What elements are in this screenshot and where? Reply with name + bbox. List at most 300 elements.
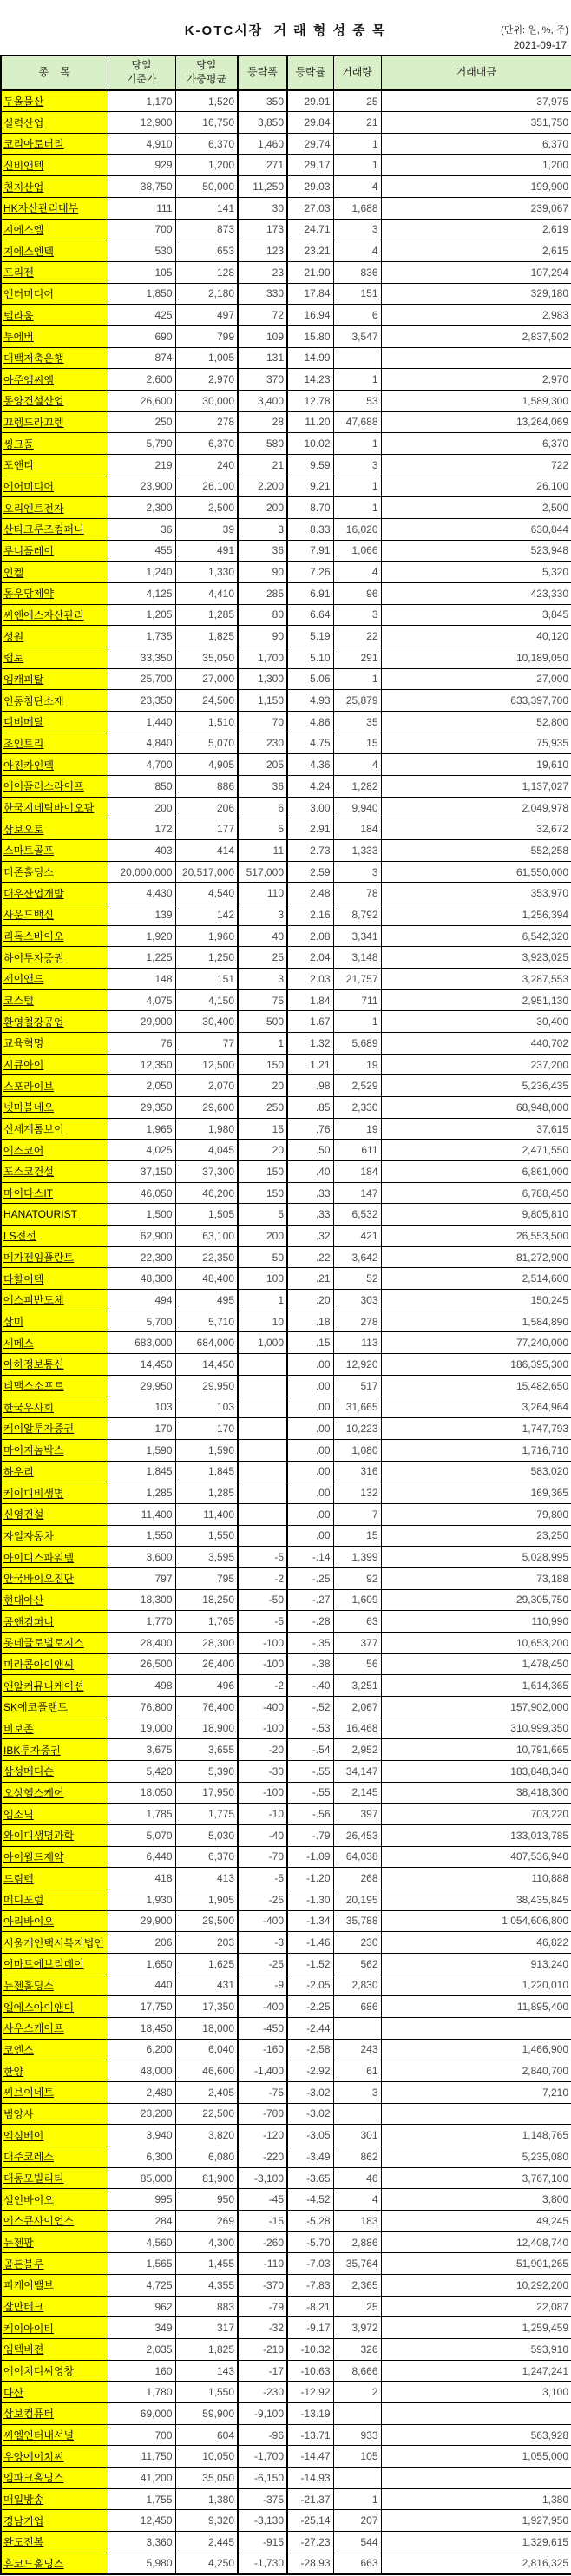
value-cell: 423,330 xyxy=(381,582,571,604)
stock-name-cell[interactable]: 두올물산 xyxy=(1,90,108,112)
stock-name-cell[interactable]: 오상헬스케어 xyxy=(1,1782,108,1804)
base-price-cell: 14,450 xyxy=(108,1354,175,1376)
change-cell: 30 xyxy=(238,197,287,219)
stock-name-cell[interactable]: 대동모빌리티 xyxy=(1,2167,108,2189)
change-cell: 1 xyxy=(238,1290,287,1311)
volume-cell: 1,609 xyxy=(333,1589,381,1611)
change-cell: -6,150 xyxy=(238,2468,287,2489)
stock-name-cell[interactable]: 와이디생명과학 xyxy=(1,1824,108,1846)
table-row xyxy=(1,1525,571,1547)
stock-name-cell[interactable]: 신영건설 xyxy=(1,1503,108,1525)
stock-name-cell[interactable]: 한국지네틱바이오팜 xyxy=(1,797,108,818)
table-row xyxy=(1,433,571,455)
stock-name-cell[interactable]: 에이치디씨영창 xyxy=(1,2360,108,2382)
stock-name-cell[interactable]: 아리바이오 xyxy=(1,1910,108,1932)
base-price-cell: 683,000 xyxy=(108,1332,175,1354)
stock-name-cell[interactable]: 완도전복 xyxy=(1,2532,108,2553)
stock-name-cell[interactable]: 코엔스 xyxy=(1,2039,108,2060)
stock-name-cell[interactable]: 엠소닉 xyxy=(1,1804,108,1825)
stock-name-cell[interactable]: 엠파크홀딩스 xyxy=(1,2468,108,2489)
change-cell: -400 xyxy=(238,1696,287,1718)
change-rate-cell: -3.65 xyxy=(287,2167,333,2189)
value-cell: 13,264,069 xyxy=(381,411,571,433)
stock-name-cell[interactable]: 범양사 xyxy=(1,2103,108,2125)
base-price-cell: 76,800 xyxy=(108,1696,175,1718)
stock-name-cell[interactable]: 더존홀딩스 xyxy=(1,861,108,883)
stock-name-cell[interactable]: 에스피반도체 xyxy=(1,1290,108,1311)
change-cell: 250 xyxy=(238,1097,287,1119)
weighted-avg-cell: 2,445 xyxy=(175,2532,238,2553)
change-cell: -370 xyxy=(238,2275,287,2297)
stock-name-cell[interactable]: 디비메탈 xyxy=(1,711,108,733)
change-rate-cell: 16.94 xyxy=(287,305,333,326)
stock-name-cell[interactable]: 천지산업 xyxy=(1,176,108,198)
table-row xyxy=(1,283,571,305)
volume-cell: 22 xyxy=(333,626,381,647)
table-row xyxy=(1,369,571,391)
change-cell xyxy=(238,1439,287,1461)
table-row xyxy=(1,2339,571,2361)
table-row xyxy=(1,112,571,134)
change-cell: -220 xyxy=(238,2146,287,2168)
stock-name-cell[interactable]: 메가젠임플란트 xyxy=(1,1246,108,1268)
stock-name-cell[interactable]: 넷마블네오 xyxy=(1,1097,108,1119)
volume-cell xyxy=(333,2017,381,2039)
change-rate-cell: 7.91 xyxy=(287,540,333,562)
change-rate-cell: 29.74 xyxy=(287,133,333,154)
base-price-cell: 20,000,000 xyxy=(108,861,175,883)
stock-name-cell[interactable]: 시큐아이 xyxy=(1,1054,108,1075)
value-cell: 1,247,241 xyxy=(381,2360,571,2382)
change-cell: -110 xyxy=(238,2253,287,2275)
value-cell: 913,240 xyxy=(381,1953,571,1975)
stock-name-cell[interactable]: 삼보컴퓨터 xyxy=(1,2403,108,2425)
stock-name-cell[interactable]: 에이플러스라이프 xyxy=(1,776,108,798)
stock-name-cell[interactable]: 곰앤컴퍼니 xyxy=(1,1611,108,1633)
stock-name-cell[interactable]: 아이디스파워텔 xyxy=(1,1547,108,1568)
stock-name-cell[interactable]: 삼성메디슨 xyxy=(1,1760,108,1782)
change-cell: -45 xyxy=(238,2189,287,2211)
stock-name-cell[interactable]: 성원 xyxy=(1,626,108,647)
change-rate-cell: -1.52 xyxy=(287,1953,333,1975)
value-cell: 3,845 xyxy=(381,604,571,626)
weighted-avg-cell: 81,900 xyxy=(175,2167,238,2189)
weighted-avg-cell: 46,200 xyxy=(175,1182,238,1204)
base-price-cell: 139 xyxy=(108,904,175,926)
change-cell: -100 xyxy=(238,1782,287,1804)
value-cell: 1,220,010 xyxy=(381,1975,571,1996)
stock-name-cell[interactable]: 씽크풀 xyxy=(1,433,108,455)
weighted-avg-cell: 278 xyxy=(175,411,238,433)
stock-name-cell[interactable]: 랩토 xyxy=(1,647,108,668)
stock-name-cell[interactable]: 씨엘인터내셔널 xyxy=(1,2424,108,2446)
weighted-avg-cell: 3,655 xyxy=(175,1739,238,1761)
stock-name-cell[interactable]: 엠캐피탈 xyxy=(1,668,108,690)
stock-name-cell[interactable]: 미라콤아이앤씨 xyxy=(1,1653,108,1675)
stock-name-cell[interactable]: 엘에스아이앤디 xyxy=(1,1996,108,2018)
stock-name-cell[interactable]: 지에스엘 xyxy=(1,219,108,240)
stock-name-cell[interactable]: 투에버 xyxy=(1,325,108,347)
stock-name-cell[interactable]: 마이다스IT xyxy=(1,1182,108,1204)
stock-name-cell[interactable]: 자일자동차 xyxy=(1,1525,108,1547)
stock-name-cell[interactable]: 씨앤에스자산관리 xyxy=(1,604,108,626)
value-cell: 157,902,000 xyxy=(381,1696,571,1718)
change-rate-cell: .00 xyxy=(287,1396,333,1418)
stock-name-cell[interactable]: 앤알커뮤니케이션 xyxy=(1,1675,108,1697)
table-row xyxy=(1,2103,571,2125)
change-rate-cell: -.55 xyxy=(287,1782,333,1804)
volume-cell: 3,642 xyxy=(333,1246,381,1268)
stock-name-cell[interactable]: 아진카인텍 xyxy=(1,754,108,776)
weighted-avg-cell: 4,250 xyxy=(175,2553,238,2574)
table-row xyxy=(1,904,571,926)
stock-name-cell[interactable]: 대우산업개발 xyxy=(1,883,108,904)
stock-name-cell[interactable]: 안국바이오진단 xyxy=(1,1567,108,1589)
volume-cell: 243 xyxy=(333,2039,381,2060)
value-cell: 1,584,890 xyxy=(381,1311,571,1332)
table-row xyxy=(1,861,571,883)
weighted-avg-cell: 20,517,000 xyxy=(175,861,238,883)
stock-name-cell[interactable]: IBK투자증권 xyxy=(1,1739,108,1761)
table-row xyxy=(1,562,571,583)
weighted-avg-cell: 143 xyxy=(175,2360,238,2382)
stock-name-cell[interactable]: HK자산관리대부 xyxy=(1,197,108,219)
weighted-avg-cell: 413 xyxy=(175,1868,238,1889)
stock-name-cell[interactable]: 셀인바이오 xyxy=(1,2189,108,2211)
stock-name-cell[interactable]: 에스코어 xyxy=(1,1140,108,1161)
value-cell: 703,220 xyxy=(381,1804,571,1825)
stock-name-cell[interactable]: 동우당제약 xyxy=(1,582,108,604)
value-cell: 51,901,265 xyxy=(381,2253,571,2275)
change-rate-cell: -3.49 xyxy=(287,2146,333,2168)
change-rate-cell: 4.24 xyxy=(287,776,333,798)
change-rate-cell: -5.70 xyxy=(287,2231,333,2253)
value-cell: 1,148,765 xyxy=(381,2125,571,2146)
stock-name-cell[interactable]: 한양 xyxy=(1,2060,108,2082)
stock-name-cell[interactable]: 교육혁명 xyxy=(1,1033,108,1055)
stock-name-cell[interactable]: 현대아산 xyxy=(1,1589,108,1611)
value-cell: 3,264,964 xyxy=(381,1396,571,1418)
base-price-cell: 1,500 xyxy=(108,1204,175,1226)
change-rate-cell: -.35 xyxy=(287,1632,333,1653)
stock-name-cell[interactable]: 한국우사회 xyxy=(1,1396,108,1418)
stock-name-cell[interactable]: 에스큐사이언스 xyxy=(1,2211,108,2232)
change-cell: -100 xyxy=(238,1632,287,1653)
base-price-cell: 3,940 xyxy=(108,2125,175,2146)
table-row xyxy=(1,1482,571,1504)
base-price-cell: 1,780 xyxy=(108,2382,175,2403)
stock-name-cell[interactable]: 제이앤드 xyxy=(1,969,108,990)
weighted-avg-cell: 497 xyxy=(175,305,238,326)
value-cell: 61,550,000 xyxy=(381,861,571,883)
volume-cell: 78 xyxy=(333,883,381,904)
value-cell: 29,305,750 xyxy=(381,1589,571,1611)
volume-cell: 1,066 xyxy=(333,540,381,562)
table-row xyxy=(1,1140,571,1161)
change-cell: 1,300 xyxy=(238,668,287,690)
stock-name-cell[interactable]: 인켈 xyxy=(1,562,108,583)
volume-cell: 3,251 xyxy=(333,1675,381,1697)
value-cell: 1,466,900 xyxy=(381,2039,571,2060)
stock-name-cell[interactable]: 대주코레스 xyxy=(1,2146,108,2168)
base-price-cell: 1,755 xyxy=(108,2488,175,2510)
stock-name-cell[interactable]: 하우리 xyxy=(1,1461,108,1482)
change-rate-cell: .00 xyxy=(287,1525,333,1547)
base-price-cell: 3,360 xyxy=(108,2532,175,2553)
volume-cell: 1 xyxy=(333,2488,381,2510)
weighted-avg-cell: 1,505 xyxy=(175,1204,238,1226)
change-cell: 80 xyxy=(238,604,287,626)
table-row xyxy=(1,1161,571,1183)
value-cell: 2,619 xyxy=(381,219,571,240)
volume-cell: 7 xyxy=(333,1503,381,1525)
weighted-avg-cell: 30,400 xyxy=(175,1011,238,1033)
base-price-cell: 4,910 xyxy=(108,133,175,154)
change-cell: -75 xyxy=(238,2081,287,2103)
weighted-avg-cell: 653 xyxy=(175,240,238,262)
change-cell: -25 xyxy=(238,1889,287,1910)
table-row xyxy=(1,776,571,798)
change-cell: 70 xyxy=(238,711,287,733)
stock-name-cell[interactable]: 끄렘드라끄렘 xyxy=(1,411,108,433)
stock-name-cell[interactable]: 아주엠씨엠 xyxy=(1,369,108,391)
change-cell: 3 xyxy=(238,518,287,540)
base-price-cell: 349 xyxy=(108,2317,175,2339)
stock-name-cell[interactable]: 환영철강공업 xyxy=(1,1011,108,1033)
stock-name-cell[interactable]: 조인트리 xyxy=(1,733,108,754)
change-cell xyxy=(238,1482,287,1504)
base-price-cell: 962 xyxy=(108,2296,175,2317)
stock-name-cell[interactable]: 매일방송 xyxy=(1,2488,108,2510)
volume-cell xyxy=(333,2403,381,2425)
stock-name-cell[interactable]: 엠텍비젼 xyxy=(1,2339,108,2361)
value-cell: 1,927,950 xyxy=(381,2510,571,2532)
value-cell: 199,900 xyxy=(381,176,571,198)
base-price-cell: 530 xyxy=(108,240,175,262)
volume-cell: 4 xyxy=(333,176,381,198)
change-rate-cell: 8.33 xyxy=(287,518,333,540)
stock-name-cell[interactable]: 뉴젠팜 xyxy=(1,2231,108,2253)
weighted-avg-cell: 1,590 xyxy=(175,1439,238,1461)
volume-cell: 25 xyxy=(333,2296,381,2317)
stock-name-cell[interactable]: 세메스 xyxy=(1,1332,108,1354)
stock-name-cell[interactable]: 아이월드제약 xyxy=(1,1846,108,1868)
volume-cell: 1 xyxy=(333,497,381,519)
stock-name-cell[interactable]: 비보존 xyxy=(1,1718,108,1739)
stock-name-cell[interactable]: 스마트골프 xyxy=(1,840,108,862)
stock-name-cell[interactable]: 씨브이네트 xyxy=(1,2081,108,2103)
change-rate-cell: 2.08 xyxy=(287,925,333,947)
change-cell: -30 xyxy=(238,1760,287,1782)
stock-name-cell[interactable]: 뉴젠홀딩스 xyxy=(1,1975,108,1996)
change-rate-cell: -7.03 xyxy=(287,2253,333,2275)
value-cell: 2,840,700 xyxy=(381,2060,571,2082)
change-cell: 6 xyxy=(238,797,287,818)
stock-name-cell[interactable]: 우양에이치씨 xyxy=(1,2446,108,2468)
stock-name-cell[interactable]: 신세계톰보이 xyxy=(1,1118,108,1140)
stock-name-cell[interactable]: 신비앤텍 xyxy=(1,154,108,176)
stock-name-cell[interactable]: 포스코건설 xyxy=(1,1161,108,1183)
stock-name-cell[interactable]: 케이알투자증권 xyxy=(1,1418,108,1440)
stock-name-cell[interactable]: 메디포럼 xyxy=(1,1889,108,1910)
stock-name-cell[interactable]: SK에코플랜트 xyxy=(1,1696,108,1718)
stock-name-cell[interactable]: 마이지놈박스 xyxy=(1,1439,108,1461)
stock-name-cell[interactable]: 다산 xyxy=(1,2382,108,2403)
change-rate-cell: .15 xyxy=(287,1332,333,1354)
stock-name-cell[interactable]: 다할이텍 xyxy=(1,1268,108,1290)
table-row xyxy=(1,1953,571,1975)
stock-name-cell[interactable]: 케이디비생명 xyxy=(1,1482,108,1504)
change-cell: -5 xyxy=(238,1547,287,1568)
base-price-cell: 18,050 xyxy=(108,1782,175,1804)
table-row xyxy=(1,347,571,369)
base-price-cell: 1,850 xyxy=(108,283,175,305)
volume-cell: 10,223 xyxy=(333,1418,381,1440)
stock-name-cell[interactable]: 지에스엔텍 xyxy=(1,240,108,262)
volume-cell: 3 xyxy=(333,861,381,883)
volume-cell: 4 xyxy=(333,754,381,776)
volume-cell: 4 xyxy=(333,2189,381,2211)
stock-name-cell[interactable]: 포앤티 xyxy=(1,454,108,476)
change-rate-cell: -5.28 xyxy=(287,2211,333,2232)
table-row xyxy=(1,1910,571,1932)
value-cell: 1,478,450 xyxy=(381,1653,571,1675)
value-cell: 133,013,785 xyxy=(381,1824,571,1846)
stock-name-cell[interactable]: 엔터미디어 xyxy=(1,283,108,305)
stock-name-cell[interactable]: 프리젠 xyxy=(1,261,108,283)
volume-cell: 2 xyxy=(333,2382,381,2403)
base-price-cell: 2,600 xyxy=(108,369,175,391)
value-cell xyxy=(381,2017,571,2039)
volume-cell: 2,886 xyxy=(333,2231,381,2253)
value-cell: 1,589,300 xyxy=(381,390,571,411)
value-cell: 1,055,000 xyxy=(381,2446,571,2468)
stock-name-cell[interactable]: 하이투자증권 xyxy=(1,947,108,969)
change-rate-cell: 3.00 xyxy=(287,797,333,818)
stock-name-cell[interactable]: 골든블루 xyxy=(1,2253,108,2275)
table-row xyxy=(1,2510,571,2532)
base-price-cell: 440 xyxy=(108,1975,175,1996)
stock-name-cell[interactable]: 경남기업 xyxy=(1,2510,108,2532)
value-cell: 3,767,100 xyxy=(381,2167,571,2189)
stock-name-cell[interactable]: 잘만테크 xyxy=(1,2296,108,2317)
weighted-avg-cell: 873 xyxy=(175,219,238,240)
stock-name-cell[interactable]: 코리아로터리 xyxy=(1,133,108,154)
stock-name-cell[interactable]: 에어미디어 xyxy=(1,476,108,497)
value-cell: 27,000 xyxy=(381,668,571,690)
base-price-cell: 1,930 xyxy=(108,1889,175,1910)
stock-name-cell[interactable]: 실력산업 xyxy=(1,112,108,134)
table-row xyxy=(1,2017,571,2039)
table-row xyxy=(1,604,571,626)
weighted-avg-cell: 26,400 xyxy=(175,1653,238,1675)
value-cell: 110,888 xyxy=(381,1868,571,1889)
value-cell: 23,250 xyxy=(381,1525,571,1547)
volume-cell: 25 xyxy=(333,90,381,112)
stock-name-cell[interactable]: 삼미 xyxy=(1,1311,108,1332)
stock-name-cell[interactable]: 코스텔 xyxy=(1,989,108,1011)
stock-name-cell[interactable]: HANATOURIST xyxy=(1,1204,108,1226)
change-rate-cell: .18 xyxy=(287,1311,333,1332)
stock-name-cell[interactable]: 오리엔트전자 xyxy=(1,497,108,519)
stock-name-cell[interactable]: 엑심베이 xyxy=(1,2125,108,2146)
stock-name-cell[interactable]: 스포라이브 xyxy=(1,1075,108,1097)
change-cell: 23 xyxy=(238,261,287,283)
value-cell: 5,320 xyxy=(381,562,571,583)
stock-name-cell[interactable]: 서울개인택시복지법인 xyxy=(1,1932,108,1954)
stock-name-cell[interactable]: 티맥스소프트 xyxy=(1,1375,108,1396)
stock-name-cell[interactable]: 삼보오토 xyxy=(1,818,108,840)
stock-name-cell[interactable]: 산타크루즈컴퍼니 xyxy=(1,518,108,540)
base-price-cell: 22,300 xyxy=(108,1246,175,1268)
weighted-avg-cell: 1,285 xyxy=(175,604,238,626)
table-row xyxy=(1,1760,571,1782)
value-cell: 186,395,300 xyxy=(381,1354,571,1376)
base-price-cell: 4,700 xyxy=(108,754,175,776)
stock-name-cell[interactable]: 동양건설산업 xyxy=(1,390,108,411)
volume-cell: 1,333 xyxy=(333,840,381,862)
change-rate-cell: .00 xyxy=(287,1418,333,1440)
stock-name-cell[interactable]: 케이아이티 xyxy=(1,2317,108,2339)
stock-name-cell[interactable]: 텔라움 xyxy=(1,305,108,326)
stock-name-cell[interactable]: 피케이밸브 xyxy=(1,2275,108,2297)
stock-name-cell[interactable]: 아하정보통신 xyxy=(1,1354,108,1376)
stock-name-cell[interactable]: 휴코드홀딩스 xyxy=(1,2553,108,2574)
volume-cell: 25,879 xyxy=(333,690,381,712)
change-rate-cell: -1.09 xyxy=(287,1846,333,1868)
change-cell: -3 xyxy=(238,1932,287,1954)
weighted-avg-cell: 18,250 xyxy=(175,1589,238,1611)
change-cell: -100 xyxy=(238,1718,287,1739)
volume-cell: 19 xyxy=(333,1118,381,1140)
change-cell: -25 xyxy=(238,1953,287,1975)
base-price-cell: 4,125 xyxy=(108,582,175,604)
value-cell: 239,067 xyxy=(381,197,571,219)
col-header-value-label: 거래대금 xyxy=(456,66,496,79)
change-rate-cell: .50 xyxy=(287,1140,333,1161)
stock-name-cell[interactable]: 인동첨단소재 xyxy=(1,690,108,712)
change-rate-cell: -1.30 xyxy=(287,1889,333,1910)
change-rate-cell: 9.21 xyxy=(287,476,333,497)
value-cell: 2,471,550 xyxy=(381,1140,571,1161)
table-row xyxy=(1,2488,571,2510)
change-rate-cell: -.53 xyxy=(287,1718,333,1739)
stock-name-cell[interactable]: LS전선 xyxy=(1,1226,108,1247)
base-price-cell: 172 xyxy=(108,818,175,840)
stock-name-cell[interactable]: 롯데글로벌로지스 xyxy=(1,1632,108,1653)
weighted-avg-cell: 5,710 xyxy=(175,1311,238,1332)
change-rate-cell: -1.46 xyxy=(287,1932,333,1954)
base-price-cell: 3,600 xyxy=(108,1547,175,1568)
stock-name-cell[interactable]: 대백저축은행 xyxy=(1,347,108,369)
table-row xyxy=(1,1332,571,1354)
stock-name-cell[interactable]: 사운드백신 xyxy=(1,904,108,926)
table-row xyxy=(1,2403,571,2425)
volume-cell: 2,529 xyxy=(333,1075,381,1097)
stock-name-cell[interactable]: 루니플레이 xyxy=(1,540,108,562)
base-price-cell: 4,840 xyxy=(108,733,175,754)
base-price-cell: 23,350 xyxy=(108,690,175,712)
base-price-cell: 48,300 xyxy=(108,1268,175,1290)
stock-name-cell[interactable]: 이마트에브리데이 xyxy=(1,1953,108,1975)
table-row xyxy=(1,2146,571,2168)
stock-name-cell[interactable]: 드림텍 xyxy=(1,1868,108,1889)
value-cell: 183,848,340 xyxy=(381,1760,571,1782)
stock-name-cell[interactable]: 리독스바이오 xyxy=(1,925,108,947)
volume-cell: 61 xyxy=(333,2060,381,2082)
change-cell: -2 xyxy=(238,1567,287,1589)
stock-name-cell[interactable]: 사우스케이프 xyxy=(1,2017,108,2039)
